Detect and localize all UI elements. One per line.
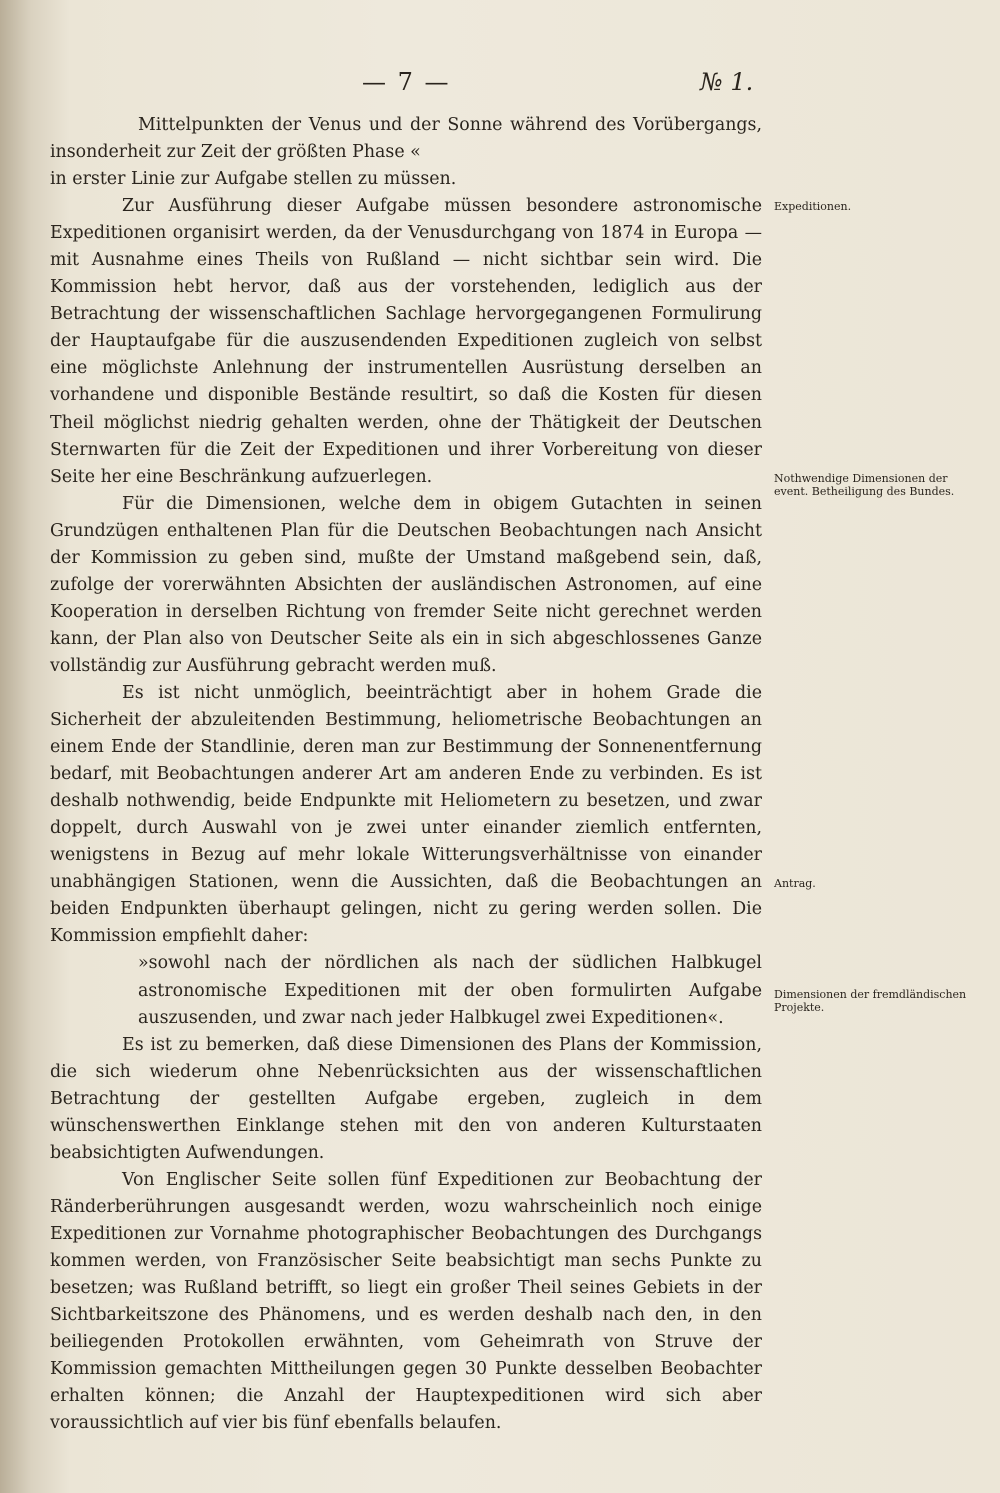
paragraph-continuation: Mittelpunkten der Venus und der Sonne während des Vorübergangs, insonderheit zur Zeit der größten Phase « [50,115,762,163]
page-header [0,68,1000,104]
paragraph-continuation-line: in erster Linie zur Aufgabe stellen zu müssen. [50,169,457,190]
paragraph-foreign-plans: Es ist zu bemerken, daß diese Dimensionen des Plans der Kommission, die sich wiederum ohne Nebenrücksichten aus der wissenschaftlichen Betrachtung der gestellten Aufgabe ergeben, zugleich in dem wünschenswerthen Einklange stehen mit den von anderen Kulturstaaten beabsichtigten Aufwendungen. [50,1034,762,1163]
paragraph-england-france-russia: Von Englischer Seite sollen fünf Expeditionen zur Beobachtung der Ränderberührungen ausgesandt werden, wozu wahrscheinlich noch einige Expeditionen zur Vornahme photographischer Beobachtungen des Durchgangs kommen werden, von Französischer Seite beabsichtigt man sechs Punkte zu besetzen; was Rußland betrifft, so liegt ein großer Theil seines Gebiets in der Sichtbarkeitszone des Phänomens, und es werden deshalb nach den, in den beiliegenden Protokollen erwähnten, vom Geheimrath von Struve der Kommission gemachten Mittheilungen gegen 30 Punkte desselben Beobachter erhalten können; die Anzahl der Hauptexpeditionen wird sich aber voraussichtlich auf vier bis fünf ebenfalls belaufen. [50,1169,762,1434]
margin-note-expeditions: Expeditionen. [774,200,852,213]
page-number: — 7 — [362,68,451,96]
paragraph-recommendation-quote: »sowohl nach der nördlichen als nach der südlichen Halbkugel astronomische Expeditionen mit der oben formulirten Aufgabe auszusenden, und zwar nach jeder Halbkugel zwei Expeditionen«. [138,953,762,1028]
paragraph-expeditions: Zur Ausführung dieser Aufgabe müssen besondere astronomische Expeditionen organisirt werden, da der Venusdurchgang von 1874 in Europa — mit Ausnahme eines Theils von Rußland — nicht sichtbar sein wird. Die Kommission hebt hervor, daß aus der vorstehenden, lediglich aus der Betrachtung der wissenschaftlichen Sachlage hervorgegangenen Formulirung der Hauptaufgabe für die auszusendenden Expeditionen zugleich von selbst eine möglichste Anlehnung der instrumentellen Ausrüstung derselben an vorhandene und disponible Bestände resultirt, so daß die Kosten für diesen Theil möglichst niedrig gehalten werden, ohne der Thätigkeit der Deutschen Sternwarten für die Zeit der Expeditionen und ihrer Vorbereitung von dieser Seite her eine Beschränkung aufzuerlegen. [50,196,762,487]
margin-note-antrag: Antrag. [774,877,816,890]
paragraph-dimensions: Für die Dimensionen, welche dem in obigem Gutachten in seinen Grundzügen enthaltenen Plan für die Deutschen Beobachtungen nach Ansicht der Kommission zu geben sind, mußte der Umstand maßgebend sein, daß, zufolge der vorerwähnten Absichten der ausländischen Astronomen, auf eine Kooperation in derselben Richtung von fremder Seite nicht gerechnet werden kann, der Plan also von Deutscher Seite als ein in sich abgeschlossenes Ganze vollständig zur Ausführung gebracht werden muß. [50,493,762,676]
body-text [50,112,762,1437]
margin-note-dimensions: Nothwendige Dimensionen der event. Betheiligung des Bundes. [774,472,955,498]
paragraph-heliometer: Es ist nicht unmöglich, beeinträchtigt aber in hohem Grade die Sicherheit der abzuleitenden Bestimmung, heliometrische Beobachtungen an einem Ende der Standlinie, deren man zur Bestimmung der Sonnenentfernung bedarf, mit Beobachtungen anderer Art am anderen Ende zu verbinden. Es ist deshalb nothwendig, beide Endpunkte mit Heliometern zu besetzen, und zwar doppelt, durch Auswahl von je zwei unter einander ziemlich entfernten, wenigstens in Bezug auf mehr lokale Witterungsverhältnisse von einander unabhängigen Stationen, wenn die Aussichten, daß die Beobachtungen an beiden Endpunkten überhaupt gelingen, nicht zu gering werden sollen. Die Kommission empfiehlt daher: [50,682,762,947]
issue-number: № 1. [700,68,754,96]
margin-note-foreign-projects: Dimensionen der fremdländischen Projekte. [774,988,967,1014]
